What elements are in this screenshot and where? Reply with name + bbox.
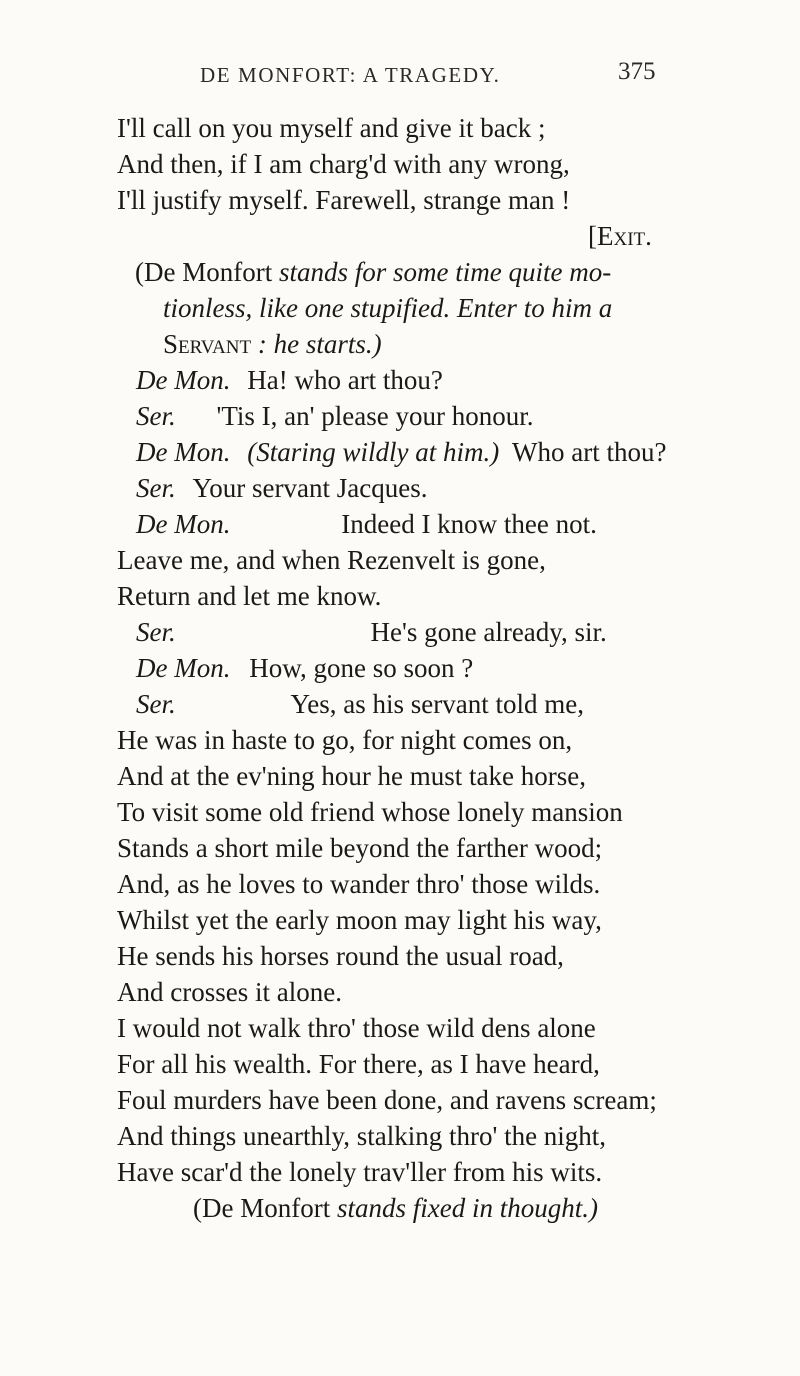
stage-direction xyxy=(193,1191,598,1225)
verse-line: And then, if I am charg'd with any wrong, xyxy=(117,149,570,179)
speaker-label: Ser. xyxy=(136,689,176,719)
stage-direction-text: (De Monfort xyxy=(135,257,279,287)
verse-line: To visit some old friend whose lonely mansion xyxy=(117,797,623,827)
stage-direction-italic: stands fixed in thought.) xyxy=(336,1193,598,1223)
dialogue-text: Yes, as his servant told me, xyxy=(290,689,584,719)
dialogue-line xyxy=(136,507,597,541)
dialogue-text: Your servant Jacques. xyxy=(192,473,428,503)
verse-line: Whilst yet the early moon may light his way, xyxy=(117,905,602,935)
page-number: 375 xyxy=(618,58,656,85)
stage-direction-italic: : he starts.) xyxy=(251,329,382,359)
verse-line: I would not walk thro' those wild dens alone xyxy=(117,1013,596,1043)
dialogue-text: Ha! who art thou? xyxy=(247,365,443,395)
dialogue-line xyxy=(136,651,473,685)
dialogue-text: He's gone already, sir. xyxy=(370,617,607,647)
verse-line: I'll call on you myself and give it back ; xyxy=(117,113,546,143)
dialogue-line xyxy=(136,363,443,397)
dialogue-line xyxy=(136,471,427,505)
verse-line: Return and let me know. xyxy=(117,581,382,611)
verse-line: Stands a short mile beyond the farther wood; xyxy=(117,833,603,863)
verse-line: And things unearthly, stalking thro' the night, xyxy=(117,1121,607,1151)
dialogue-text: How, gone so soon ? xyxy=(249,653,474,683)
dialogue-line xyxy=(136,615,607,649)
dialogue-line xyxy=(136,687,584,721)
speaker-label: Ser. xyxy=(136,401,176,431)
verse-line: I'll justify myself. Farewell, strange man ! xyxy=(117,185,571,215)
stage-exit: [Exit. xyxy=(588,221,652,251)
verse-line: And, as he loves to wander thro' those wilds. xyxy=(117,869,601,899)
verse-line: He sends his horses round the usual road, xyxy=(117,941,564,971)
speaker-label: De Mon. xyxy=(136,365,231,395)
speaker-label: De Mon. xyxy=(136,437,231,467)
speaker-label: Ser. xyxy=(136,617,176,647)
dialogue-text: Indeed I know thee not. xyxy=(341,509,597,539)
speaker-label: Ser. xyxy=(136,473,176,503)
stage-direction-italic: (Staring wildly at him.) xyxy=(247,437,500,467)
verse-line: Foul murders have been done, and ravens scream; xyxy=(117,1085,657,1115)
dialogue-text: Who art thou? xyxy=(511,437,667,467)
verse-line: Leave me, and when Rezenvelt is gone, xyxy=(117,545,546,575)
verse-line: He was in haste to go, for night comes on, xyxy=(117,725,573,755)
character-name: Servant xyxy=(163,329,252,359)
speaker-label: De Mon. xyxy=(136,509,231,539)
dialogue-line xyxy=(136,435,666,469)
speaker-label: De Mon. xyxy=(136,653,231,683)
stage-direction xyxy=(163,327,382,361)
dialogue-text: 'Tis I, an' please your honour. xyxy=(216,401,534,431)
stage-direction-italic: stands for some time quite mo- xyxy=(278,257,612,287)
verse-line: And crosses it alone. xyxy=(117,977,342,1007)
verse-line: For all his wealth. For there, as I have heard, xyxy=(117,1049,600,1079)
stage-direction: tionless, like one stupified. Enter to him a xyxy=(163,293,613,323)
stage-direction xyxy=(135,255,611,289)
verse-line: And at the ev'ning hour he must take horse, xyxy=(117,761,587,791)
running-header: DE MONFORT: A TRAGEDY. xyxy=(200,63,501,87)
stage-direction-text: (De Monfort xyxy=(193,1193,337,1223)
verse-line: Have scar'd the lonely trav'ller from his wits. xyxy=(117,1157,603,1187)
dialogue-line xyxy=(136,399,533,433)
